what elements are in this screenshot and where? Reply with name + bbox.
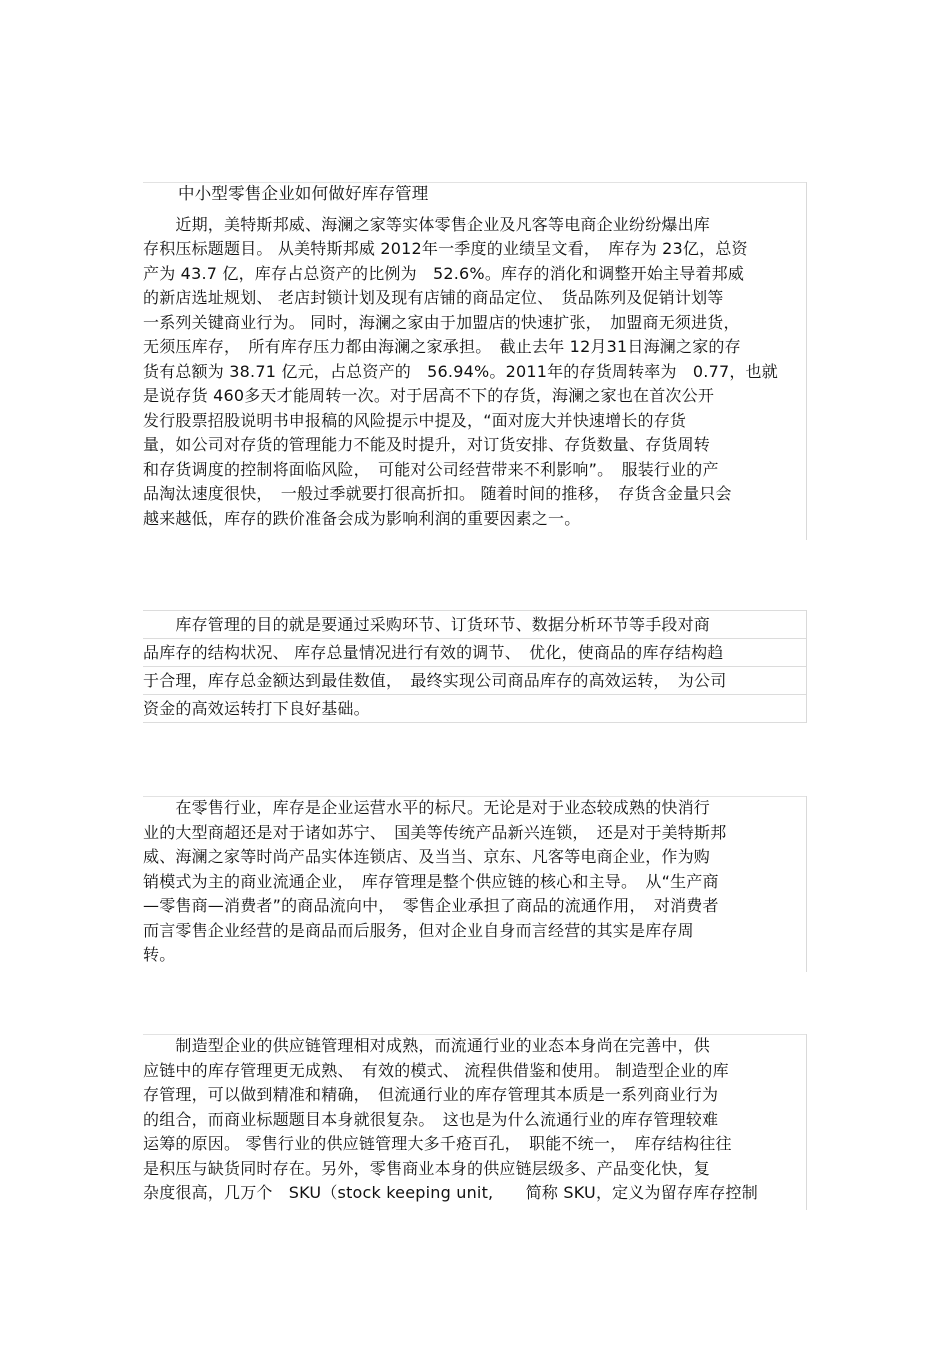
section-3 [143,796,807,972]
text-line: 产为 43.7 亿，库存占总资产的比例为 52.6%。库存的消化和调整开始主导着邦威 [143,263,745,283]
text-line: 而言零售企业经营的是商品而后服务，但对企业自身而言经营的其实是库存周 [143,920,694,940]
section-4 [143,1034,807,1210]
document-title: 中小型零售企业如何做好库存管理 [178,184,429,203]
text-line: 销模式为主的商业流通企业， 库存管理是整个供应链的核心和主导。 从“生产商 [143,871,719,891]
text-line: 货有总额为 38.71 亿元，占总资产的 56.94%。2011年的存货周转率为 0.77，也就 [143,361,778,381]
text-line: 转。 [143,945,176,964]
text-line: 业的大型商超还是对于诸如苏宁、 国美等传统产品新兴连锁， 还是对于美特斯邦 [143,822,727,842]
text-line: 库存管理的目的就是要通过采购环节、订货环节、数据分析环节等手段对商 [143,610,806,638]
text-line: 在零售行业，库存是企业运营水平的标尺。无论是对于业态较成熟的快消行 [143,798,711,817]
text-line: 是说存货 460多天才能周转一次。对于居高不下的存货，海澜之家也在首次公开 [143,386,715,405]
text-line: 制造型企业的供应链管理相对成熟，而流通行业的业态本身尚在完善中，供 [143,1036,711,1055]
text-line: 近期，美特斯邦威、海澜之家等实体零售企业及凡客等电商企业纷纷爆出库 [143,214,711,234]
text-line: 无须压库存， 所有库存压力都由海澜之家承担。 截止去年 12月31日海澜之家的存 [143,337,741,356]
text-line: 品淘汰速度很快， 一般过季就要打很高折扣。 随着时间的推移， 存货含金量只会 [143,484,732,503]
text-line: 威、海澜之家等时尚产品实体连锁店、及当当、京东、凡客等电商企业，作为购 [143,847,711,866]
section-2 [143,610,807,723]
text-line: 是积压与缺货同时存在。另外，零售商业本身的供应链层级多、产品变化快，复 [143,1158,711,1178]
text-line: 一系列关键商业行为。 同时，海澜之家由于加盟店的快速扩张， 加盟商无须进货， [143,312,740,332]
text-line: —零售商—消费者”的商品流向中， 零售企业承担了商品的流通作用， 对消费者 [143,896,719,915]
text-line: 的组合，而商业标题题目本身就很复杂。 这也是为什么流通行业的库存管理较难 [143,1109,719,1129]
text-line: 的新店选址规划、 老店封锁计划及现有店铺的商品定位、 货品陈列及促销计划等 [143,288,724,307]
text-line: 量，如公司对存货的管理能力不能及时提升，对订货安排、存货数量、存货周转 [143,435,711,454]
text-line: 存积压标题题目。 从美特斯邦威 2012年一季度的业绩呈文看， 库存为 23亿，总资 [143,239,748,258]
text-line: 品库存的结构状况、 库存总量情况进行有效的调节、 优化，使商品的库存结构趋 [143,638,806,666]
text-line: 发行股票招股说明书申报稿的风险提示中提及，“面对庞大并快速增长的存货 [143,410,687,430]
text-line: 于合理，库存总金额达到最佳数值， 最终实现公司商品库存的高效运转， 为公司 [143,666,806,694]
text-line: 资金的高效运转打下良好基础。 [143,694,806,723]
text-line: 越来越低，库存的跌价准备会成为影响利润的重要因素之一。 [143,508,581,528]
text-line: 运筹的原因。 零售行业的供应链管理大多千疮百孔， 职能不统一， 库存结构往往 [143,1134,732,1153]
text-line: 和存货调度的控制将面临风险， 可能对公司经营带来不利影响”。 服装行业的产 [143,459,719,479]
text-line: 杂度很高，几万个 SKU（stock keeping unit, 简称 SKU，定义为留存库存控制 [143,1183,758,1202]
text-line: 存管理，可以做到精准和精确， 但流通行业的库存管理其本质是一系列商业行为 [143,1085,719,1104]
text-line: 应链中的库存管理更无成熟、 有效的模式、 流程供借鉴和使用。 制造型企业的库 [143,1060,729,1080]
section-1 [143,182,807,540]
